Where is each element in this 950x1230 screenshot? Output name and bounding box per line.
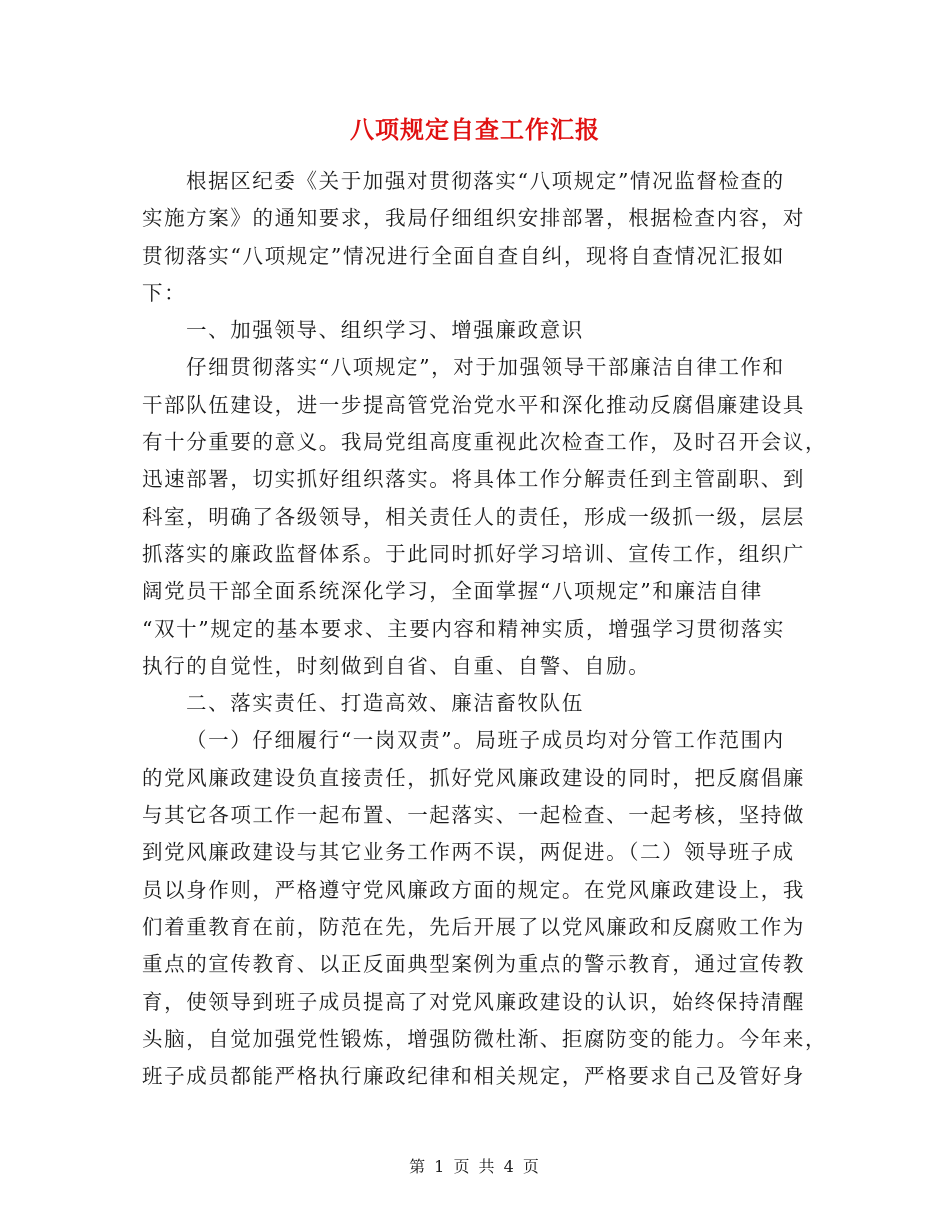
text-line: （一）仔细履行“一岗双责”。局班子成员均对分管工作范围内 — [186, 728, 785, 753]
text-line: 根据区纪委《关于加强对贯彻落实“八项规定”情况监督检查的 — [186, 169, 785, 193]
text-line: 执行的自觉性，时刻做到自省、自重、自警、自励。 — [142, 653, 651, 678]
text-line: 育，使领导到班子成员提高了对党风廉政建设的认识，始终保持清醒 — [142, 989, 805, 1014]
section-heading: 一、加强领导、组织学习、增强廉政意识 — [186, 318, 584, 343]
text-line: 与其它各项工作一起布置、一起落实、一起检查、一起考核，坚持做 — [142, 803, 805, 828]
text-line: 员以身作则，严格遵守党风廉政方面的规定。在党风廉政建设上，我 — [142, 877, 805, 902]
text-line: 阔党员干部全面系统深化学习，全面掌握“八项规定”和廉洁自律 — [142, 579, 763, 604]
text-line: 实施方案》的通知要求，我局仔细组织安排部署，根据检查内容，对 — [142, 206, 805, 231]
text-line: 头脑，自觉加强党性锻炼，增强防微杜渐、拒腐防变的能力。今年来， — [142, 1026, 828, 1051]
paragraph-section-2 — [142, 722, 828, 1095]
text-line: 干部队伍建设，进一步提高管党治党水平和深化推动反腐倡廉建设具 — [142, 392, 805, 417]
text-line: 贯彻落实“八项规定”情况进行全面自查自纠，现将自查情况汇报如 — [142, 243, 785, 268]
text-line: 班子成员都能严格执行廉政纪律和相关规定，严格要求自己及管好身 — [142, 1064, 805, 1089]
text-line: 有十分重要的意义。我局党组高度重视此次检查工作，及时召开会议， — [142, 430, 828, 455]
text-line: “双十”规定的基本要求、主要内容和精神实质，增强学习贯彻落实 — [142, 616, 785, 641]
section-heading-1 — [142, 312, 822, 349]
text-line: 仔细贯彻落实“八项规定”，对于加强领导干部廉洁自律工作和 — [186, 355, 785, 380]
text-line: 的党风廉政建设负直接责任，抓好党风廉政建设的同时，把反腐倡廉 — [142, 765, 805, 790]
text-line: 迅速部署，切实抓好组织落实。将具体工作分解责任到主管副职、到 — [142, 467, 805, 492]
text-line: 们着重教育在前，防范在先，先后开展了以党风廉政和反腐败工作为 — [142, 914, 805, 939]
paragraph-section-1 — [142, 349, 828, 685]
section-heading: 二、落实责任、打造高效、廉洁畜牧队伍 — [186, 691, 584, 716]
page-number-footer: 第 1 页 共 4 页 — [409, 1157, 541, 1176]
text-line: 抓落实的廉政监督体系。于此同时抓好学习培训、宣传工作，组织广 — [142, 541, 805, 566]
text-line: 到党风廉政建设与其它业务工作两不误，两促进。（二）领导班子成 — [142, 840, 795, 865]
document-title: 八项规定自查工作汇报 — [350, 115, 600, 144]
text-line: 科室，明确了各级领导，相关责任人的责任，形成一级抓一级，层层 — [142, 504, 805, 529]
text-line: 重点的宣传教育、以正反面典型案例为重点的警示教育，通过宣传教 — [142, 952, 805, 977]
section-heading-2 — [142, 685, 822, 722]
paragraph-intro — [142, 163, 822, 312]
text-line: 下： — [142, 280, 187, 305]
document-body — [142, 163, 828, 1095]
